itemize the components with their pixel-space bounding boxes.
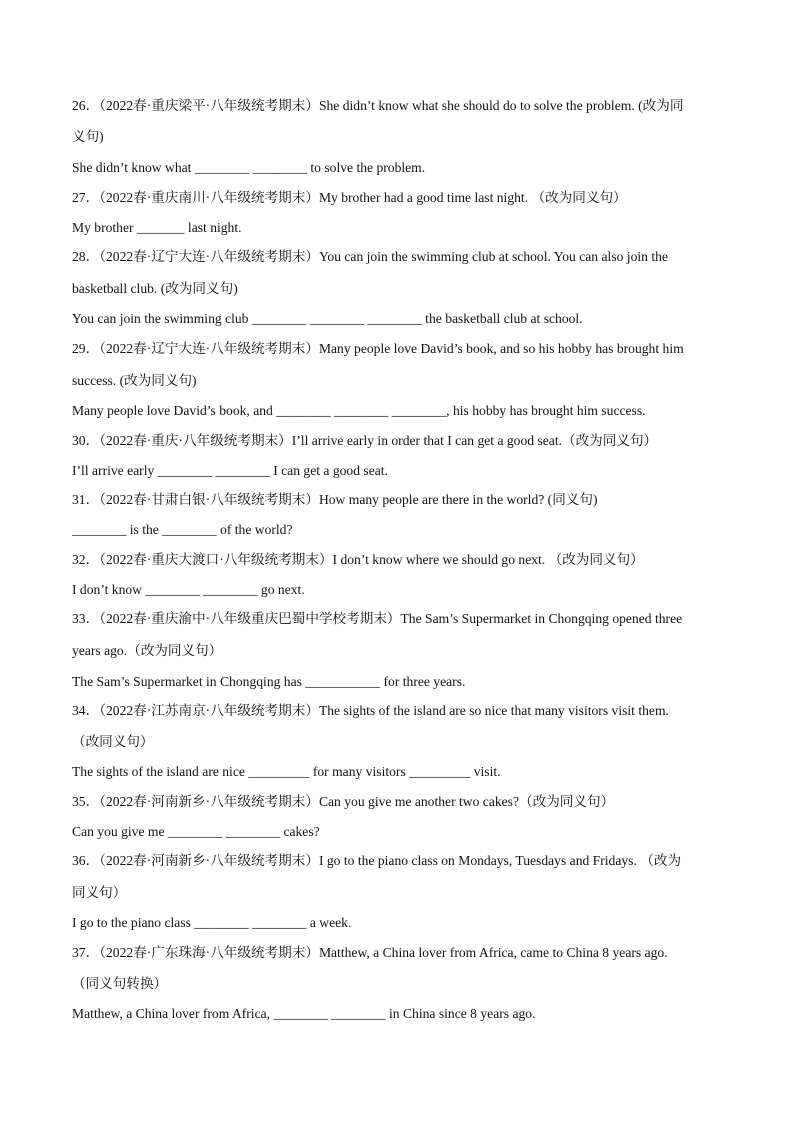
question-37-text: 37．（2022春·广东珠海·八年级统考期末）Matthew, a China lover from Africa, came to China 8 years ago. [72, 945, 668, 960]
question-29-text-cont: success. (改为同义句) [72, 373, 197, 388]
question-37-text-cont: （同义句转换） [72, 976, 168, 991]
question-36-text-cont: 同义句） [72, 885, 127, 900]
question-34-text: 34．（2022春·江苏南京·八年级统考期末）The sights of the island are so nice that many visitors visit them. [72, 703, 669, 718]
question-33-text-cont: years ago.（改为同义句） [72, 643, 223, 658]
answer-31-line: ________ is the ________ of the world? [72, 522, 293, 537]
question-29-text: 29．（2022春·辽宁大连·八年级统考期末）Many people love David’s book, and so his hobby has brought him [72, 341, 684, 356]
question-26-text-cont: 义句) [72, 129, 104, 144]
answer-28-line: You can join the swimming club ________ ________ ________ the basketball club at school. [72, 311, 583, 326]
answer-26-line: She didn’t know what ________ ________ to solve the problem. [72, 160, 426, 175]
answer-30-line: I’ll arrive early ________ ________ I can get a good seat. [72, 463, 388, 478]
question-31-text: 31．（2022春·甘肃白银·八年级统考期末）How many people are there in the world? (同义句) [72, 492, 598, 507]
answer-33-line: The Sam’s Supermarket in Chongqing has ___________ for three years. [72, 674, 466, 689]
question-33-text: 33．（2022春·重庆渝中·八年级重庆巴蜀中学校考期末）The Sam’s Supermarket in Chongqing opened three [72, 611, 683, 626]
answer-32-line: I don’t know ________ ________ go next. [72, 582, 305, 597]
question-27-text: 27．（2022春·重庆南川·八年级统考期末）My brother had a good time last night. （改为同义句） [72, 190, 627, 205]
answer-34-line: The sights of the island are nice _________ for many visitors _________ visit. [72, 764, 501, 779]
answer-29-line: Many people love David’s book, and ________ ________ ________, his hobby has brought him success. [72, 403, 646, 418]
answer-27-line: My brother _______ last night. [72, 220, 242, 235]
question-28-text-cont: basketball club. (改为同义句) [72, 281, 238, 296]
question-34-text-cont: （改同义句） [72, 734, 154, 749]
question-28-text: 28．（2022春·辽宁大连·八年级统考期末）You can join the swimming club at school. You can also join the [72, 249, 668, 264]
answer-36-line: I go to the piano class ________ ________ a week. [72, 915, 352, 930]
question-35-text: 35．（2022春·河南新乡·八年级统考期末）Can you give me another two cakes?（改为同义句） [72, 794, 615, 809]
question-32-text: 32．（2022春·重庆大渡口·八年级统考期末）I don’t know where we should go next. （改为同义句） [72, 552, 644, 567]
answer-37-line: Matthew, a China lover from Africa, ________ ________ in China since 8 years ago. [72, 1006, 536, 1021]
question-36-text: 36．（2022春·河南新乡·八年级统考期末）I go to the piano class on Mondays, Tuesdays and Fridays. （改为 [72, 853, 682, 868]
question-30-text: 30．（2022春·重庆·八年级统考期末）I’ll arrive early in order that I can get a good seat.（改为同义句） [72, 433, 658, 448]
question-26-text: 26．（2022春·重庆梁平·八年级统考期末）She didn’t know what she should do to solve the problem. (改为同 [72, 98, 684, 113]
answer-35-line: Can you give me ________ ________ cakes? [72, 824, 320, 839]
